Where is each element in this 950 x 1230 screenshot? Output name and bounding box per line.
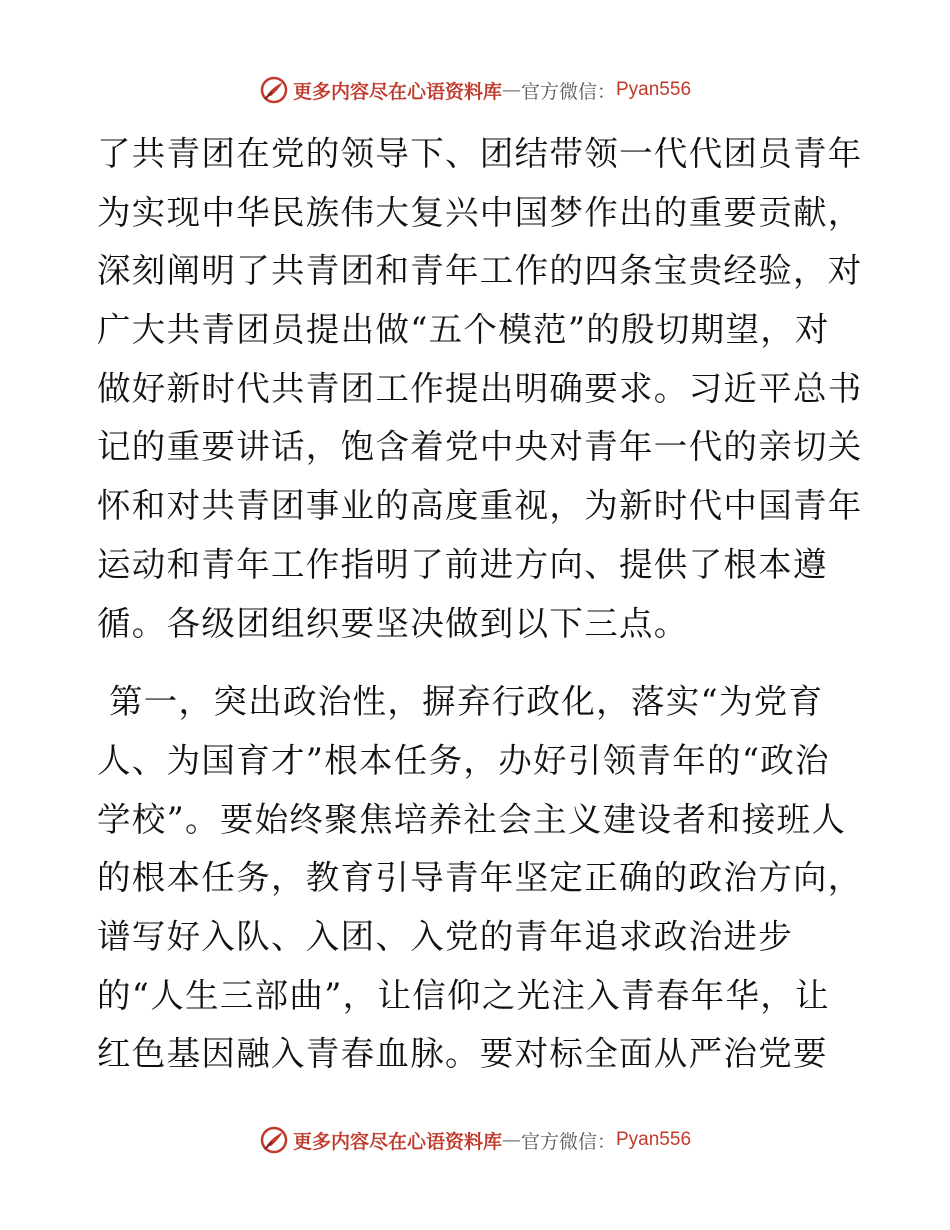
text-line: 学校”。要始终聚焦培养社会主义建设者和接班人 [97, 799, 847, 839]
text-line: 的“人生三部曲”，让信仰之光注入青春年华，让 [97, 975, 830, 1015]
text-line: 循。各级团组织要坚决做到以下三点。 [97, 603, 689, 643]
footer-sub-text: 官方微信： [520, 1130, 616, 1153]
text-line: 记的重要讲话，饱含着党中央对青年一代的亲切关 [97, 427, 863, 467]
text-line: 怀和对共青团事业的高度重视，为新时代中国青年 [97, 486, 863, 526]
feather-pen-logo-icon [259, 1125, 289, 1155]
feather-pen-logo-icon [259, 75, 289, 105]
paragraph-2 [97, 673, 863, 1084]
text-line: 做好新时代共青团工作提出明确要求。习近平总书 [97, 368, 863, 408]
text-line: 运动和青年工作指明了前进方向、提供了根本遵 [97, 544, 828, 584]
header-dash: — [501, 79, 521, 101]
text-line: 人、为国育才”根本任务，办好引领青年的“政治 [97, 740, 830, 780]
footer-dash: — [501, 1129, 521, 1151]
header-main-text: 更多内容尽在心语资料库 [292, 80, 502, 103]
header-sub-text: 官方微信： [520, 80, 616, 103]
text-line: 为实现中华民族伟大复兴中国梦作出的重要贡献， [97, 192, 863, 232]
text-line: 谱写好入队、入团、入党的青年追求政治进步 [97, 916, 793, 956]
document-body [97, 125, 863, 1084]
text-line: 了共青团在党的领导下、团结带领一代代团员青年 [97, 134, 863, 173]
text-line: 广大共青团员提出做“五个模范”的殷切期望，对 [97, 310, 830, 350]
header-banner [0, 70, 950, 110]
text-line: 红色基因融入青春血脉。要对标全面从严治党要 [97, 1034, 828, 1074]
text-line: 的根本任务，教育引导青年坚定正确的政治方向， [97, 858, 863, 898]
paragraph-gap [97, 653, 857, 673]
text-line: 深刻阐明了共青团和青年工作的四条宝贵经验，对 [97, 251, 863, 291]
paragraph-1 [97, 125, 863, 653]
footer-wechat-id: Pyan556 [616, 1129, 692, 1150]
footer-banner [0, 1120, 950, 1160]
text-line: 第一，突出政治性，摒弃行政化，落实“为党育 [97, 682, 824, 722]
header-wechat-id: Pyan556 [616, 79, 692, 100]
footer-main-text: 更多内容尽在心语资料库 [292, 1130, 502, 1153]
